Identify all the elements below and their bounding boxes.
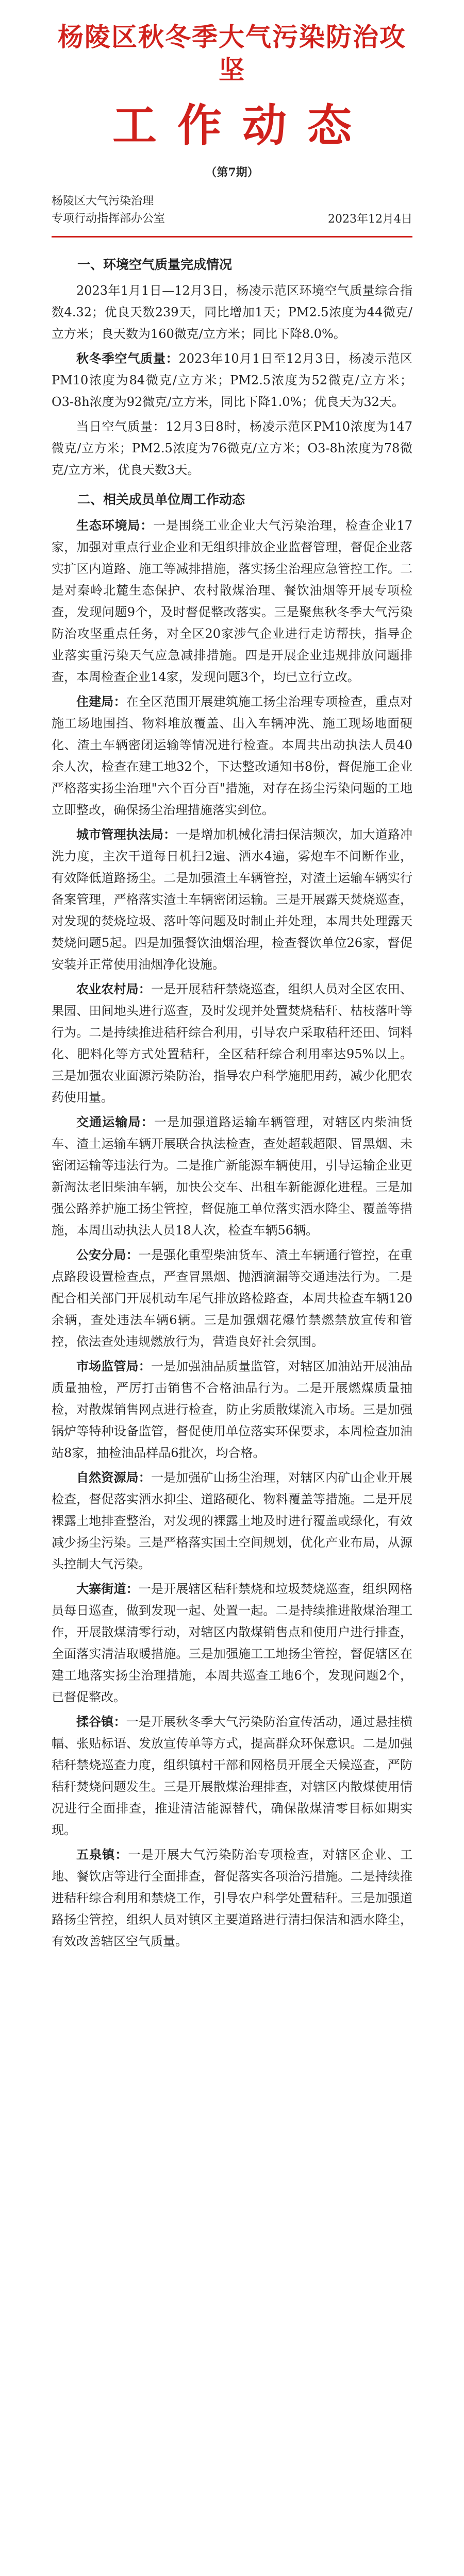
paragraph-text: 在全区范围开展建筑施工扬尘治理专项检查，重点对施工场地围挡、物料堆放覆盖、出入车辆冲洗、施工现场地面硬化、渣土车辆密闭运输等情况进行检查。本周共出动执法人员40余人次，检查在建工地32个，下达整改通知书8份，督促施工企业严格落实扬尘治理"六个百分百"措施，对存在扬尘污染问题的工地立即整改，确保扬尘治理措施落实到位。 [52, 694, 413, 817]
section-paragraph [52, 691, 412, 821]
section-paragraph [52, 1111, 412, 1241]
paragraph-text: 一是开展辖区秸秆禁烧和垃圾焚烧巡查，组织网格员每日巡查，做到发现一起、处置一起。二是持续推进散煤治理工作，开展散煤清零行动，对辖区内散煤销售点和使用户进行排查，全面落实清洁取暖措施。三是加强施工工地扬尘管控，督促辖区在建工地落实扬尘治理措施，本周共巡查工地6个，发现问题2个，已督促整改。 [52, 1582, 413, 1704]
paragraph-text: 一是增加机械化清扫保洁频次，加大道路冲洗力度，主次干道每日机扫2遍、洒水4遍，雾炮车不间断作业，有效降低道路扬尘。二是加强渣土车辆管控，对渣土运输车辆实行备案管理，严格落实渣土车辆密闭运输。三是开展露天焚烧巡查，对发现的焚烧垃圾、落叶等问题及时制止并处理，本周共处理露天焚烧问题5起。四是加强餐饮油烟治理，检查餐饮单位26家，督促安装并正常使用油烟净化设施。 [52, 827, 413, 972]
bulletin-content [52, 253, 412, 1952]
paragraph-text: 一是加强道路运输车辆管理，对辖区内柴油货车、渣土运输车辆开展联合执法检查，查处超载超限、冒黑烟、未密闭运输等违法行为。二是推广新能源车辆使用，引导运输企业更新淘汰老旧柴油车辆，加快公交车、出租车新能源化进程。三是加强公路养护施工扬尘管控，督促施工单位落实洒水降尘、覆盖等措施，本周出动执法人员18人次，检查车辆56辆。 [52, 1115, 413, 1238]
paragraph-text: 一是强化重型柴油货车、渣土车辆通行管控，在重点路段设置检查点，严查冒黑烟、抛洒滴漏等交通违法行为。二是配合相关部门开展机动车尾气排放路检路查，本周共检查车辆120余辆，查处违法车辆6辆。三是加强烟花爆竹禁燃禁放宣传和管控，依法查处违规燃放行为，营造良好社会氛围。 [52, 1248, 413, 1349]
paragraph-lead: 住建局： [76, 694, 126, 709]
section-paragraph [52, 1244, 412, 1352]
paragraph-text: 2023年10月1日至12月3日，杨凌示范区PM10浓度为84微克/立方米；PM2.5浓度为52微克/立方米；O3-8h浓度为92微克/立方米，同比下降1.0%；优良天为32天。 [52, 351, 412, 409]
paragraph-lead: 五泉镇： [76, 1848, 128, 1862]
header-divider [52, 236, 412, 238]
paragraph-lead: 自然资源局： [76, 1470, 151, 1485]
section-heading: 二、相关成员单位周工作动态 [77, 492, 245, 507]
section-paragraph [52, 515, 412, 688]
section-paragraph [52, 416, 412, 481]
paragraph-text: 一是加强矿山扬尘治理，对辖区内矿山企业开展检查，督促落实洒水抑尘、道路硬化、物料覆盖等措施。二是开展裸露土地排查整治，对发现的裸露土地及时进行覆盖或绿化，有效减少扬尘污染。三是严格落实国土空间规划，优化产业布局，从源头控制大气污染。 [52, 1470, 413, 1571]
paragraph-lead: 交通运输局： [76, 1115, 154, 1129]
section-paragraph [52, 1844, 412, 1952]
section-paragraph [52, 824, 412, 975]
section-paragraph [52, 1355, 412, 1464]
paragraph-text: 一是加强油品质量监管，对辖区加油站开展油品质量抽检，严厉打击销售不合格油品行为。二是开展燃煤质量抽检，对散煤销售网点进行检查，防止劣质散煤流入市场。三是加强锅炉等特种设备监管，督促使用单位落实环保要求，本周检查加油站8家，抽检油品样品6批次，均合格。 [52, 1359, 413, 1460]
issue-number: （第7期） [205, 166, 259, 179]
paragraph-lead: 农业农村局： [76, 982, 151, 996]
paragraph-text: 一是围绕工业企业大气污染治理，检查企业17家，加强对重点行业企业和无组织排放企业监督管理，督促企业落实扩区内道路、施工等减排措施，落实扬尘治理应急管控工作。二是对秦岭北麓生态保护、农村散煤治理、餐饮油烟等开展专项检查，发现问题9个，及时督促整改落实。三是聚焦秋冬季大气污染防治攻坚重点任务，对全区20家涉气企业进行走访帮扶，指导企业落实重污染天气应急减排措施。四是开展企业违规排放问题排查，本周检查企业14家，发现问题3个，均已立行立改。 [52, 518, 412, 684]
paragraph-text: 当日空气质量：12月3日8时，杨凌示范区PM10浓度为147微克/立方米；PM2.5浓度为76微克/立方米；O3-8h浓度为78微克/立方米，优良天数3天。 [52, 419, 412, 477]
paragraph-lead: 秋冬季空气质量： [76, 351, 179, 366]
paragraph-text: 2023年1月1日—12月3日，杨凌示范区环境空气质量综合指数4.32；优良天数239天，同比增加1天；PM2.5浓度为44微克/立方米；良天数为160微克/立方米；同比下降8.0%。 [52, 283, 412, 341]
paragraph-lead: 城市管理执法局： [76, 827, 176, 842]
issue-date: 2023年12月4日 [328, 213, 412, 226]
section-paragraph [52, 1467, 412, 1575]
paragraph-lead: 大寨街道： [76, 1582, 139, 1596]
paragraph-lead: 公安分局： [76, 1248, 139, 1262]
paragraph-text: 一是开展秋冬季大气污染防治宣传活动，通过悬挂横幅、张贴标语、发放宣传单等方式，提高群众环保意识。二是加强秸秆禁烧巡查力度，组织镇村干部和网格员开展全天候巡查，严防秸秆焚烧问题发生。三是开展散煤治理排查，对辖区内散煤使用情况进行全面排查，推进清洁能源替代，确保散煤清零目标如期实现。 [52, 1715, 413, 1837]
section-paragraph [52, 1578, 412, 1708]
section-paragraph [52, 280, 412, 345]
section-paragraph [52, 1711, 412, 1841]
masthead-title: 杨陵区秋冬季大气污染防治攻坚 [58, 22, 406, 85]
paragraph-text: 一是开展秸秆禁烧巡查，组织人员对全区农田、果园、田间地头进行巡查，及时发现并处置焚烧秸秆、枯枝落叶等行为。二是持续推进秸秆综合利用，引导农户采取秸秆还田、饲料化、肥料化等方式处置秸秆，全区秸秆综合利用率达95%以上。三是加强农业面源污染防治，指导农户科学施肥用药，减少化肥农药使用量。 [52, 982, 413, 1105]
paragraph-lead: 市场监管局： [76, 1359, 151, 1374]
section-paragraph [52, 978, 412, 1108]
paragraph-lead: 揉谷镇： [76, 1715, 126, 1729]
org-line-2: 专项行动指挥部办公室 [52, 212, 165, 225]
paragraph-lead: 生态环境局： [76, 518, 154, 533]
paragraph-text: 一是开展大气污染防治专项检查，对辖区企业、工地、餐饮店等进行全面排查，督促落实各项治污措施。二是持续推进秸秆综合利用和禁烧工作，引导农户科学处置秸秆。三是加强道路扬尘管控，组织人员对镇区主要道路进行清扫保洁和洒水降尘，有效改善辖区空气质量。 [52, 1848, 413, 1948]
masthead-subtitle: 工作动态 [112, 100, 372, 151]
section-paragraph [52, 348, 412, 413]
issuing-org [52, 193, 165, 228]
meta-row [52, 193, 412, 228]
section-heading: 一、环境空气质量完成情况 [77, 257, 233, 272]
org-line-1: 杨陵区大气污染治理 [52, 195, 154, 208]
